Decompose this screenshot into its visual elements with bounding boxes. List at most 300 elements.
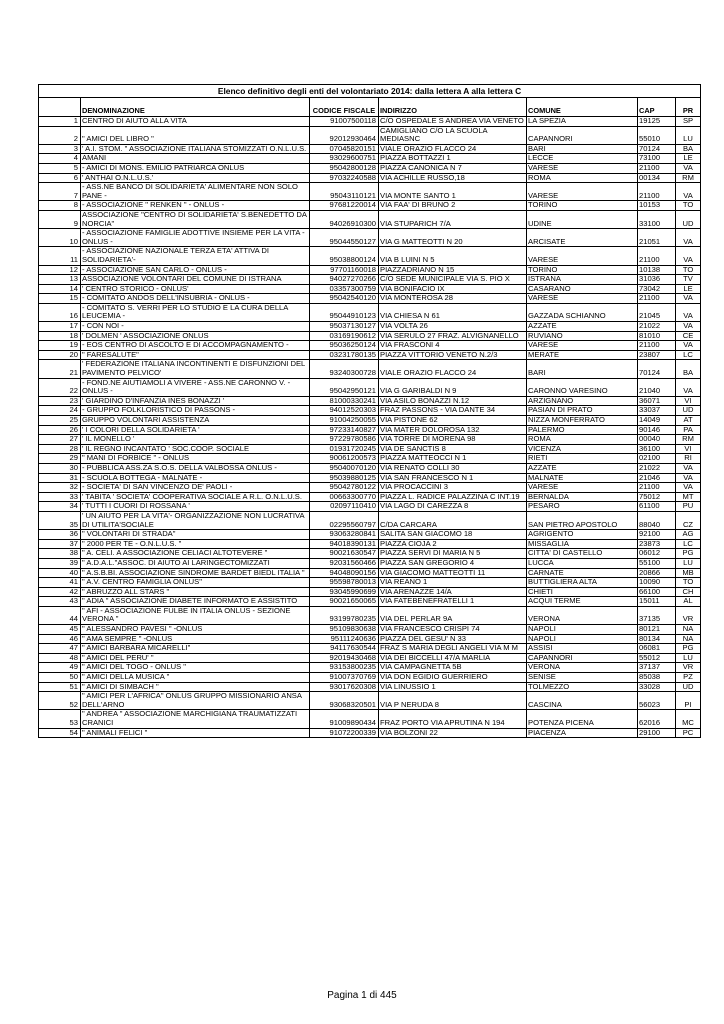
cell-denominazione: ' A.I. STOM. " ASSOCIAZIONE ITALIANA STOMIZZATI O.N.L.U.S. [81,144,310,154]
cell-comune: UDINE [527,210,638,228]
row-number: 53 [39,710,81,728]
row-number: 6 [39,173,81,183]
table-row [39,606,701,624]
row-number: 41 [39,578,81,588]
cell-codice-fiscale: 03169190612 [310,331,379,341]
cell-pr: VA [676,473,701,483]
cell-indirizzo: VIA G MATTEOTTI N 20 [379,229,527,247]
row-number: 22 [39,378,81,396]
cell-denominazione: - CON NOI - [81,322,310,332]
cell-comune: CARNATE [527,568,638,578]
table-row [39,587,701,597]
cell-comune: TORINO [527,265,638,275]
cell-indirizzo: C/O SEDE MUNICIPALE VIA S. PIO X [379,275,527,285]
row-number: 38 [39,549,81,559]
row-number: 51 [39,682,81,692]
cell-codice-fiscale: 93068320501 [310,692,379,710]
table-row [39,502,701,512]
cell-denominazione: CENTRO DI AIUTO ALLA VITA [81,117,310,127]
cell-indirizzo: VIA DEI BICCELLI 47/A MARLIA [379,653,527,663]
cell-codice-fiscale: 93199780235 [310,606,379,624]
row-number: 17 [39,322,81,332]
cell-pr: BA [676,144,701,154]
cell-cap: 21022 [638,322,676,332]
table-row [39,275,701,285]
cell-denominazione: ' DOLMEN ' ASSOCIAZIONE ONLUS [81,331,310,341]
cell-indirizzo: VIA B LUINI N 5 [379,247,527,265]
page-footer: Pagina 1 di 445 [327,990,397,1001]
cell-denominazione: ASSOCIAZIONE VOLONTARI DEL COMUNE DI ISTRANA [81,275,310,285]
cell-pr: VA [676,247,701,265]
cell-indirizzo: VIA MONTEROSA 28 [379,294,527,304]
cell-cap: 33037 [638,406,676,416]
header-denominazione: DENOMINAZIONE [81,98,310,117]
cell-indirizzo: VIA TORRE DI MORENA 98 [379,435,527,445]
cell-pr: NA [676,625,701,635]
cell-pr: VA [676,229,701,247]
cell-comune: VERONA [527,606,638,624]
cell-indirizzo: FRAZ PORTO VIA APRUTINA N 194 [379,710,527,728]
cell-denominazione: " AMICI BARBARA MICARELLI" [81,644,310,654]
cell-pr: VA [676,378,701,396]
table-row [39,294,701,304]
table-row [39,247,701,265]
row-number: 30 [39,463,81,473]
cell-codice-fiscale: 95037130127 [310,322,379,332]
cell-comune: GAZZADA SCHIANNO [527,303,638,321]
cell-cap: 23873 [638,539,676,549]
row-number: 18 [39,331,81,341]
cell-indirizzo: VIALE ORAZIO FLACCO 24 [379,144,527,154]
table-row [39,425,701,435]
cell-pr: AT [676,416,701,426]
cell-pr: TO [676,265,701,275]
cell-cap: 00134 [638,173,676,183]
cell-denominazione: " AMICI DELLA MUSICA " [81,673,310,683]
header-index [39,98,81,117]
cell-indirizzo: VIA MONTE SANTO 1 [379,183,527,201]
cell-comune: AZZATE [527,463,638,473]
cell-cap: 20866 [638,568,676,578]
cell-cap: 21100 [638,183,676,201]
cell-cap: 10153 [638,201,676,211]
header-codice-fiscale: CODICE FISCALE [310,98,379,117]
cell-pr: PU [676,502,701,512]
cell-denominazione: - ASSOCIAZIONE NAZIONALE TERZA ETA' ATTIVA DI SOLIDARIETA'- [81,247,310,265]
table-row [39,728,701,738]
cell-codice-fiscale: 97032240588 [310,173,379,183]
cell-pr: PG [676,549,701,559]
cell-codice-fiscale: 95040070120 [310,463,379,473]
cell-cap: 80134 [638,634,676,644]
cell-pr: VA [676,322,701,332]
cell-comune: VARESE [527,483,638,493]
table-row [39,568,701,578]
cell-comune: AGRIGENTO [527,530,638,540]
cell-codice-fiscale: 95042950121 [310,378,379,396]
cell-denominazione: " AMA SEMPRE " -ONLUS [81,634,310,644]
cell-codice-fiscale: 92019430468 [310,653,379,663]
cell-cap: 06081 [638,644,676,654]
cell-cap: 21022 [638,463,676,473]
cell-cap: 21100 [638,341,676,351]
cell-denominazione: GRUPPO VOLONTARI ASSISTENZA [81,416,310,426]
cell-pr: MB [676,568,701,578]
cell-indirizzo: VIA FRANCESCO CRISPI 74 [379,625,527,635]
row-number: 48 [39,653,81,663]
cell-cap: 70124 [638,360,676,378]
table-row [39,644,701,654]
cell-codice-fiscale: 97229780586 [310,435,379,445]
cell-codice-fiscale: 95111240636 [310,634,379,644]
row-number: 8 [39,201,81,211]
cell-comune: ACQUI TERME [527,597,638,607]
cell-pr: VA [676,294,701,304]
table-row [39,549,701,559]
cell-codice-fiscale: 94026910300 [310,210,379,228]
row-number: 42 [39,587,81,597]
row-number: 45 [39,625,81,635]
cell-indirizzo: C/O OSPEDALE S ANDREA VIA VENETO [379,117,527,127]
row-number: 46 [39,634,81,644]
cell-indirizzo: VIA DE SANCTIS 8 [379,444,527,454]
cell-comune: ASSISI [527,644,638,654]
cell-comune: MALNATE [527,473,638,483]
table-row [39,396,701,406]
cell-denominazione: " AMICI DEL LIBRO " [81,126,310,144]
cell-pr: LC [676,539,701,549]
table-row [39,454,701,464]
cell-cap: 21051 [638,229,676,247]
cell-comune: ARCISATE [527,229,638,247]
cell-denominazione: - AMICI DI MONS. EMILIO PATRIARCA ONLUS [81,163,310,173]
document-title: Elenco definitivo degli enti del volontariato 2014: dalla lettera A alla lettera C [39,85,701,98]
cell-cap: 36100 [638,444,676,454]
cell-codice-fiscale: 92012930464 [310,126,379,144]
cell-pr: PZ [676,673,701,683]
cell-denominazione: " AMICI PER L'AFRICA" ONLUS GRUPPO MISSIONARIO ANSA DELL'ARNO [81,692,310,710]
cell-denominazione: - PUBBLICA ASS.ZA S.O.S. DELLA VALBOSSA ONLUS - [81,463,310,473]
cell-indirizzo: C/DA CARCARA [379,511,527,529]
cell-cap: 21100 [638,483,676,493]
row-number: 40 [39,568,81,578]
row-number: 20 [39,350,81,360]
cell-codice-fiscale: 97233140827 [310,425,379,435]
cell-indirizzo: VIA FRASCONI 4 [379,341,527,351]
cell-indirizzo: CAMIGLIANO C/O LA SCUOLA MEDIASNC [379,126,527,144]
cell-pr: VI [676,444,701,454]
cell-denominazione: " MANI DI FORBICE " - ONLUS [81,454,310,464]
cell-denominazione: ' TUTTI I CUORI DI ROSSANA ' [81,502,310,512]
row-number: 29 [39,454,81,464]
cell-pr: UD [676,682,701,692]
cell-cap: 21040 [638,378,676,396]
cell-cap: 31036 [638,275,676,285]
cell-pr: AL [676,597,701,607]
cell-denominazione: " ANIMALI FELICI " [81,728,310,738]
cell-comune: VARESE [527,163,638,173]
cell-codice-fiscale: 94027270266 [310,275,379,285]
row-number: 24 [39,406,81,416]
cell-denominazione: AMANI [81,154,310,164]
row-number: 50 [39,673,81,683]
row-number: 1 [39,117,81,127]
cell-cap: 23807 [638,350,676,360]
cell-pr: NA [676,634,701,644]
cell-comune: CASCINA [527,692,638,710]
cell-codice-fiscale: 90021630547 [310,549,379,559]
cell-denominazione: - COMITATO S. VERRI PER LO STUDIO E LA CURA DELLA LEUCEMIA - [81,303,310,321]
row-number: 7 [39,183,81,201]
cell-codice-fiscale: 91009890434 [310,710,379,728]
cell-comune: ISTRANA [527,275,638,285]
cell-comune: NAPOLI [527,634,638,644]
cell-indirizzo: VIA FAA' DI BRUNO 2 [379,201,527,211]
cell-denominazione: " ALESSANDRO PAVESI " -ONLUS [81,625,310,635]
cell-cap: 88040 [638,511,676,529]
cell-indirizzo: VIA BONIFACIO IX [379,284,527,294]
cell-codice-fiscale: 00663300770 [310,492,379,502]
row-number: 2 [39,126,81,144]
cell-pr: RM [676,173,701,183]
row-number: 49 [39,663,81,673]
cell-comune: BERNALDA [527,492,638,502]
cell-cap: 75012 [638,492,676,502]
row-number: 13 [39,275,81,285]
table-row [39,303,701,321]
row-number: 34 [39,502,81,512]
cell-pr: RM [676,435,701,445]
cell-codice-fiscale: 95042780122 [310,483,379,493]
cell-codice-fiscale: 95042800128 [310,163,379,173]
cell-cap: 62016 [638,710,676,728]
table-row [39,229,701,247]
cell-cap: 00040 [638,435,676,445]
row-number: 25 [39,416,81,426]
cell-codice-fiscale: 95042540120 [310,294,379,304]
row-number: 21 [39,360,81,378]
cell-denominazione: ' GIARDINO D'INFANZIA INES BONAZZI ' [81,396,310,406]
cell-comune: ROMA [527,173,638,183]
cell-denominazione: " A.S.B.BI. ASSOCIAZIONE SINDROME BARDET BIEDL ITALIA " [81,568,310,578]
cell-pr: PG [676,644,701,654]
cell-cap: 36071 [638,396,676,406]
cell-cap: 81010 [638,331,676,341]
cell-denominazione: - ASSOCIAZIONE SAN CARLO - ONLUS - [81,265,310,275]
cell-indirizzo: VIA PISTONE 62 [379,416,527,426]
cell-indirizzo: VIA DON EGIDIO GUERRIERO [379,673,527,683]
row-number: 26 [39,425,81,435]
table-row [39,692,701,710]
cell-comune: TOLMEZZO [527,682,638,692]
cell-codice-fiscale: 94012520303 [310,406,379,416]
cell-pr: LC [676,350,701,360]
cell-denominazione: ' TABITA ' SOCIETA' COOPERATIVA SOCIALE A R.L. O.N.L.U.S. [81,492,310,502]
cell-comune: LUCCA [527,558,638,568]
cell-codice-fiscale: 95043110121 [310,183,379,201]
row-number: 11 [39,247,81,265]
cell-comune: SAN PIETRO APOSTOLO [527,511,638,529]
row-number: 31 [39,473,81,483]
cell-pr: VI [676,396,701,406]
row-number: 16 [39,303,81,321]
table-row [39,539,701,549]
cell-indirizzo: SALITA SAN GIACOMO 18 [379,530,527,540]
row-number: 39 [39,558,81,568]
cell-indirizzo: FRAZ S MARIA DEGLI ANGELI VIA M M [379,644,527,654]
cell-denominazione: ' UN AIUTO PER LA VITA'- ORGANIZZAZIONE NON LUCRATIVA DI UTILITA'SOCIALE [81,511,310,529]
cell-comune: SENISE [527,673,638,683]
cell-cap: 92100 [638,530,676,540]
table-row [39,117,701,127]
row-number: 35 [39,511,81,529]
cell-cap: 73100 [638,154,676,164]
cell-denominazione: - COMITATO ANDOS DELL'INSUBRIA - ONLUS - [81,294,310,304]
cell-comune: CITTA' DI CASTELLO [527,549,638,559]
cell-indirizzo: PIAZZA MATTEOCCI N 1 [379,454,527,464]
table-row [39,144,701,154]
cell-cap: 55012 [638,653,676,663]
cell-codice-fiscale: 91072200339 [310,728,379,738]
cell-pr: VR [676,606,701,624]
cell-pr: PI [676,692,701,710]
cell-pr: CZ [676,511,701,529]
header-comune: COMUNE [527,98,638,117]
row-number: 9 [39,210,81,228]
header-cap: CAP [638,98,676,117]
cell-indirizzo: PIAZZA BOTTAZZI 1 [379,154,527,164]
cell-denominazione: - SOCIETA' DI SAN VINCENZO DE' PAOLI - [81,483,310,493]
cell-denominazione: ASSOCIAZIONE "CENTRO DI SOLIDARIETA' S.BENEDETTO DA NORCIA" [81,210,310,228]
cell-comune: CARONNO VARESINO [527,378,638,396]
cell-comune: VARESE [527,183,638,201]
cell-codice-fiscale: 95039880125 [310,473,379,483]
table-row [39,663,701,673]
cell-comune: RUVIANO [527,331,638,341]
cell-indirizzo: VIA ASILO BONAZZI N.12 [379,396,527,406]
cell-codice-fiscale: 03357300759 [310,284,379,294]
cell-codice-fiscale: 90021650065 [310,597,379,607]
table-row [39,322,701,332]
cell-cap: 70124 [638,144,676,154]
cell-denominazione: " FARESALUTE" [81,350,310,360]
table-row [39,210,701,228]
cell-cap: 37135 [638,606,676,624]
cell-codice-fiscale: 93153800235 [310,663,379,673]
cell-comune: BARI [527,144,638,154]
cell-indirizzo: VIA LINUSSIO 1 [379,682,527,692]
row-number: 14 [39,284,81,294]
cell-indirizzo: PIAZZA SAN GREGORIO 4 [379,558,527,568]
row-number: 52 [39,692,81,710]
cell-cap: 19125 [638,117,676,127]
cell-denominazione: ' FEDERAZIONE ITALIANA INCONTINENTI E DISFUNZIONI DEL PAVIMENTO PELVICO' [81,360,310,378]
cell-denominazione: " ANDREA " ASSOCIAZIONE MARCHIGIANA TRAUMATIZZATI CRANICI [81,710,310,728]
cell-comune: CHIETI [527,587,638,597]
cell-comune: NIZZA MONFERRATO [527,416,638,426]
cell-comune: RIETI [527,454,638,464]
cell-denominazione: - EOS CENTRO DI ASCOLTO E DI ACCOMPAGNAMENTO - [81,341,310,351]
table-row [39,435,701,445]
cell-pr: VR [676,663,701,673]
cell-cap: 21100 [638,163,676,173]
cell-cap: 29100 [638,728,676,738]
cell-indirizzo: VIA G GARIBALDI N 9 [379,378,527,396]
table-row [39,416,701,426]
cell-comune: MISSAGLIA [527,539,638,549]
cell-codice-fiscale: 03231780135 [310,350,379,360]
table-row [39,360,701,378]
cell-denominazione: " A.V. CENTRO FAMIGLIA ONLUS" [81,578,310,588]
row-number: 19 [39,341,81,351]
cell-codice-fiscale: 95598780013 [310,578,379,588]
cell-denominazione: - GRUPPO FOLKLORISTICO DI PASSONS - [81,406,310,416]
cell-pr: SP [676,117,701,127]
cell-pr: VA [676,463,701,473]
cell-codice-fiscale: 93240300728 [310,360,379,378]
cell-cap: 14049 [638,416,676,426]
table-row [39,331,701,341]
cell-pr: UD [676,210,701,228]
cell-denominazione: " 2000 PER TE - O.N.L.U.S. " [81,539,310,549]
cell-codice-fiscale: 94018390131 [310,539,379,549]
table-row [39,154,701,164]
table-row [39,682,701,692]
cell-denominazione: " AMICI DI SIMBACH " [81,682,310,692]
table-row [39,265,701,275]
table-row [39,673,701,683]
cell-codice-fiscale: 07045820151 [310,144,379,154]
document-sheet [38,84,700,738]
cell-pr: LU [676,126,701,144]
cell-indirizzo: VIA BOLZONI 22 [379,728,527,738]
table-row [39,201,701,211]
cell-codice-fiscale: 91007370769 [310,673,379,683]
cell-pr: LE [676,284,701,294]
cell-codice-fiscale: 92031560466 [310,558,379,568]
table-row [39,350,701,360]
cell-codice-fiscale: 95036250124 [310,341,379,351]
cell-pr: CH [676,587,701,597]
table-row [39,653,701,663]
table-row [39,492,701,502]
cell-pr: TO [676,201,701,211]
row-number: 47 [39,644,81,654]
cell-indirizzo: VIA LAGO DI CAREZZA 8 [379,502,527,512]
cell-indirizzo: VIA FATEBENEFRATELLI 1 [379,597,527,607]
cell-indirizzo: VIA CAMPAGNETTA 5B [379,663,527,673]
cell-pr: VA [676,341,701,351]
cell-comune: VICENZA [527,444,638,454]
cell-codice-fiscale: 81000330241 [310,396,379,406]
cell-comune: ROMA [527,435,638,445]
cell-denominazione: - ASS.NE BANCO DI SOLIDARIETA' ALIMENTARE NON SOLO PANE - [81,183,310,201]
table-row [39,473,701,483]
table-row [39,558,701,568]
cell-pr: MC [676,710,701,728]
cell-comune: BUTTIGLIERA ALTA [527,578,638,588]
cell-indirizzo: PIAZZA DEL GESU' N 33 [379,634,527,644]
row-number: 44 [39,606,81,624]
cell-pr: CE [676,331,701,341]
row-number: 33 [39,492,81,502]
cell-cap: 10090 [638,578,676,588]
cell-cap: 80121 [638,625,676,635]
cell-pr: LU [676,653,701,663]
cell-codice-fiscale: 93063280841 [310,530,379,540]
table-header-row [39,98,701,117]
cell-denominazione: " AMICI DEL TOGO - ONLUS " [81,663,310,673]
